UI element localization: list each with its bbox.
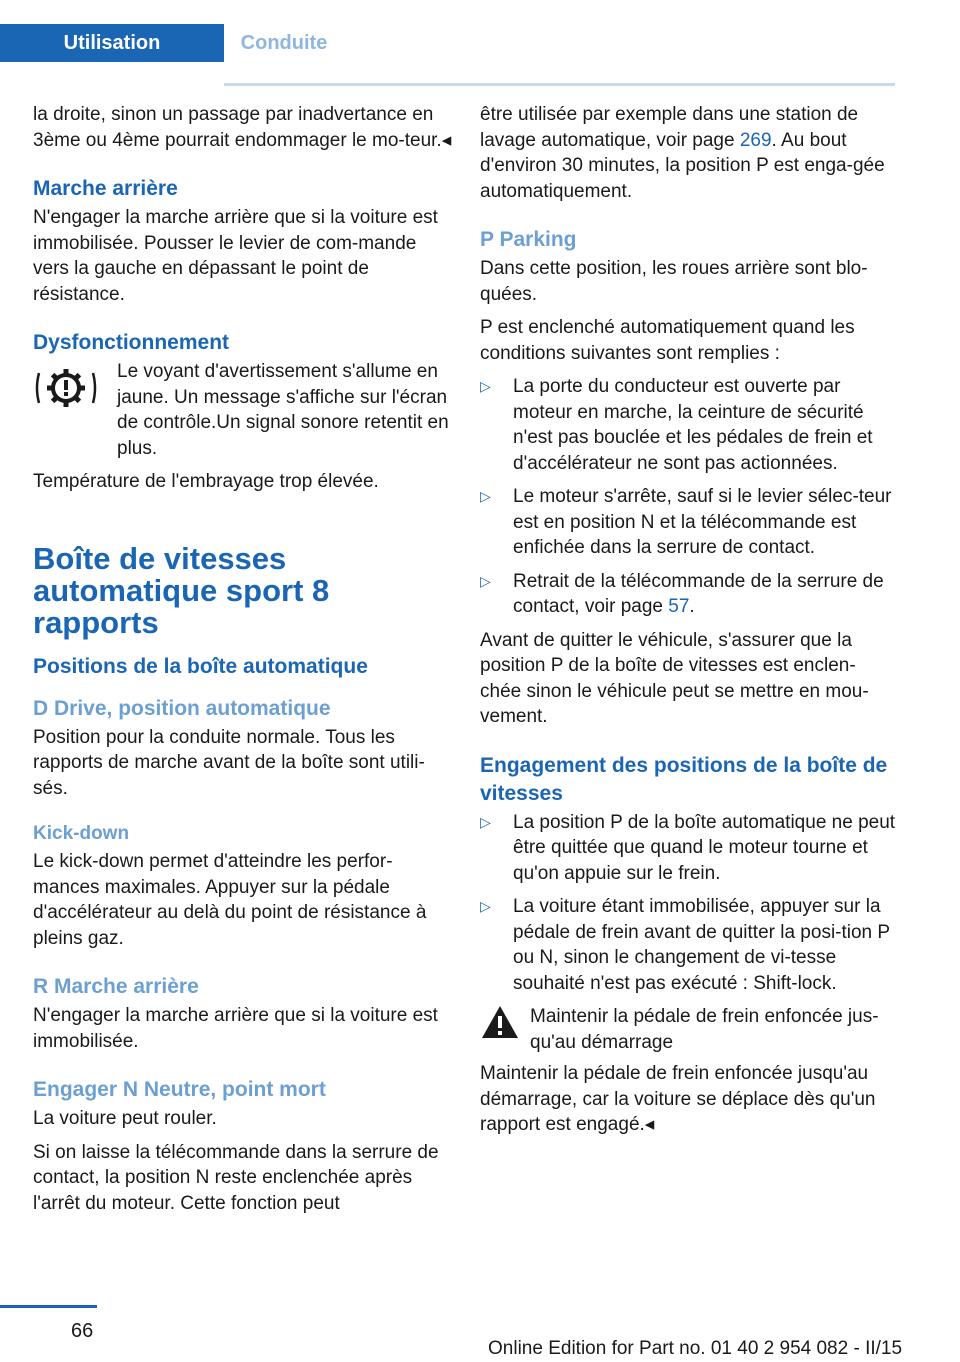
warning-light-block: [33, 359, 453, 461]
transmission-warning-icon: [33, 359, 117, 425]
heading-dysfonctionnement: Dysfonctionnement: [33, 331, 230, 354]
paragraph-before-leaving: Avant de quitter le véhicule, s'assurer que la position P de la boîte de vitesses est enclen‐chée sinon le véhicule peut se mettre en mou‐vement.: [480, 629, 869, 727]
triangle-bullet-icon: ▷: [480, 378, 491, 394]
list-item: ▷ La position P de la boîte automatique ne peut être quittée que quand le moteur tourne et qu'on appuie sur le frein.: [480, 811, 896, 884]
tab-underline: [224, 83, 895, 86]
heading-engagement: Engagement des positions de la boîte de vitesses: [480, 753, 888, 805]
paragraph-continued-right: être utilisée par exemple dans une station de lavage automatique, voir page 269. Au bout d'environ 30 minutes, la position P est enga‐gée automatiquement.: [480, 104, 885, 202]
triangle-bullet-icon: ▷: [480, 898, 491, 914]
header-tabbar: [0, 24, 895, 62]
edition-label: Online Edition for Part no. 01 40 2 954 082 - II/15: [488, 1338, 903, 1359]
heading-p-parking: P Parking: [480, 228, 577, 251]
tab-conduite[interactable]: Conduite: [240, 32, 328, 54]
triangle-bullet-icon: ▷: [480, 813, 491, 830]
paragraph-warning: Maintenir la pédale de frein enfoncée jusqu'au démarrage, car la voiture se déplace dès qu'un rapport est engagé.◂: [480, 1063, 876, 1135]
footer-rule: [0, 1305, 97, 1308]
triangle-bullet-icon: ▷: [480, 488, 491, 504]
paragraph-continued: la droite, sinon un passage par inadvertance en 3ème ou 4ème pourrait endommager le mo‐teur.◂: [33, 104, 452, 151]
page-link-269[interactable]: 269: [739, 129, 772, 151]
tab-utilisation[interactable]: Utilisation: [0, 24, 224, 62]
heading-marche-arriere: Marche arrière: [33, 177, 178, 200]
list-item: ▷ La voiture étant immobilisée, appuyer sur la pédale de frein avant de quitter la posi‐tion P ou N, sinon le changement de vi‐tesse souhaité n'est pas exécuté : Shift-lock.: [480, 896, 890, 994]
warning-block: [480, 1004, 896, 1055]
chapter-title: Boîte de vitesses automatique sport 8 rapports: [33, 540, 330, 640]
page-number: 66: [71, 1320, 94, 1342]
heading-d-drive: D Drive, position automatique: [33, 696, 331, 720]
paragraph-n-neutre-1: La voiture peut rouler.: [33, 1108, 217, 1129]
warning-title: Maintenir la pédale de frein enfoncée jus‐qu'au démarrage: [530, 1006, 879, 1053]
list-item: ▷ Retrait de la télécommande de la serrure de contact, voir page 57.: [480, 570, 884, 617]
warning-triangle-icon: [480, 1004, 530, 1048]
left-column: [33, 102, 453, 1224]
heading-r-marche-arriere: R Marche arrière: [33, 975, 199, 998]
list-item: ▷ Le moteur s'arrête, sauf si le levier sélec‐teur est en position N et la télécommande est enfichée dans la serrure de contact.: [480, 486, 892, 558]
paragraph-d-drive: Position pour la conduite normale. Tous les rapports de marche avant de la boîte sont utili‐sés.: [33, 726, 425, 799]
triangle-bullet-icon: ▷: [480, 572, 491, 589]
list-item: ▷ La porte du conducteur est ouverte par moteur en marche, la ceinture de sécurité n'est pas bouclée et les pédales de frein et d'accélérateur ne sont pas actionnées.: [480, 376, 873, 474]
heading-n-neutre: Engager N Neutre, point mort: [33, 1078, 326, 1101]
paragraph-kick-down: Le kick-down permet d'atteindre les perfor‐mances maximales. Appuyer sur la pédale d'accélérateur au delà du point de résistance à pleins gaz.: [33, 851, 427, 949]
page-link-57[interactable]: 57: [668, 596, 690, 617]
paragraph-n-neutre-2: Si on laisse la télécommande dans la serrure de contact, la position N reste enclenchée après l'arrêt du moteur. Cette fonction peut: [33, 1141, 439, 1214]
engagement-list: [480, 810, 896, 997]
paragraph-marche-arriere: N'engager la marche arrière que si la voiture est immobilisée. Pousser le levier de com‐mande vers la gauche en dépassant le point de résistance.: [33, 207, 438, 305]
heading-positions: Positions de la boîte automatique: [33, 654, 368, 678]
heading-kick-down: Kick-down: [33, 823, 130, 844]
paragraph-p-parking-1: Dans cette position, les roues arrière sont blo‐quées.: [480, 258, 868, 305]
paragraph-p-parking-2: P est enclenché automatiquement quand les conditions suivantes sont remplies :: [480, 317, 855, 364]
right-column: [480, 102, 896, 1146]
paragraph-temperature: Température de l'embrayage trop élevée.: [33, 471, 379, 492]
parking-conditions-list: [480, 374, 896, 620]
warning-light-text: Le voyant d'avertissement s'allume en jaune. Un message s'affiche sur l'écran de contrôle.Un signal sonore retentit en plus.: [117, 361, 449, 459]
paragraph-r-marche-arriere: N'engager la marche arrière que si la voiture est immobilisée.: [33, 1005, 438, 1052]
